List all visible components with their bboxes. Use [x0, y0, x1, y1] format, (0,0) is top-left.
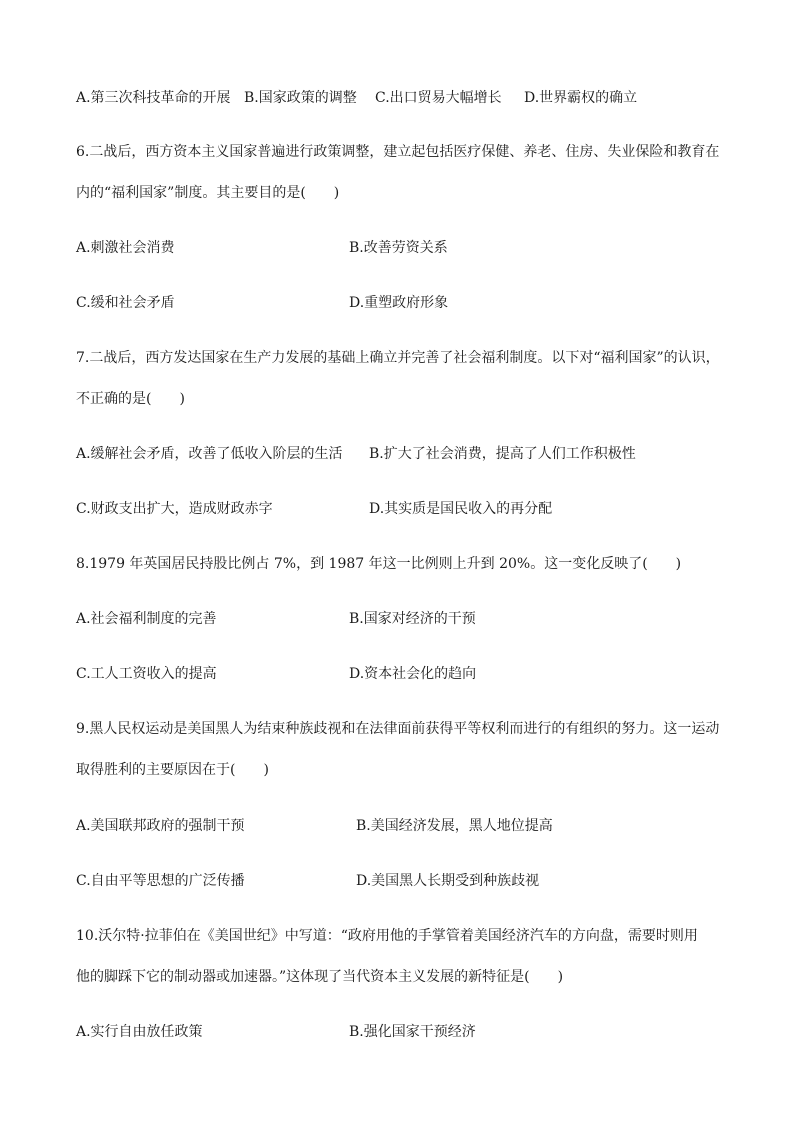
q6-stem-line-2: 内的“福利国家”制度。其主要目的是( ): [76, 185, 340, 201]
q6-option-b: B.改善劳资关系: [349, 240, 448, 256]
q8-stem-line-1: 8.1979 年英国居民持股比例占 7%，到 1987 年这一比例则上升到 20%。这一变化反映了( ): [76, 556, 682, 572]
q9-option-b: B.美国经济发展，黑人地位提高: [356, 818, 553, 834]
q7-stem-line-1: 7.二战后，西方发达国家在生产力发展的基础上确立并完善了社会福利制度。以下对“福利国家”的认识，: [76, 350, 720, 366]
q9-option-a: A.美国联邦政府的强制干预: [76, 818, 245, 834]
q8-option-d: D.资本社会化的趋向: [349, 666, 477, 682]
q5-option-c: C.出口贸易大幅增长: [375, 90, 502, 106]
q5-option-d: D.世界霸权的确立: [524, 90, 638, 106]
q6-option-c: C.缓和社会矛盾: [76, 295, 175, 311]
q10-option-b: B.强化国家干预经济: [349, 1024, 476, 1040]
q7-option-b: B.扩大了社会消费，提高了人们工作积极性: [369, 446, 636, 462]
q10-option-a: A.实行自由放任政策: [76, 1024, 203, 1040]
q7-option-a: A.缓解社会矛盾，改善了低收入阶层的生活: [76, 446, 343, 462]
q8-option-c: C.工人工资收入的提高: [76, 666, 217, 682]
q7-option-c: C.财政支出扩大，造成财政赤字: [76, 501, 273, 517]
q6-stem-line-1: 6.二战后，西方资本主义国家普遍进行政策调整，建立起包括医疗保健、养老、住房、失业保险和教育在: [76, 144, 720, 160]
q7-option-d: D.其实质是国民收入的再分配: [369, 501, 553, 517]
q7-stem-line-2: 不正确的是( ): [76, 391, 185, 407]
q9-option-d: D.美国黑人长期受到种族歧视: [356, 873, 540, 889]
q10-stem-line-2: 他的脚踩下它的制动器或加速器。”这体现了当代资本主义发展的新特征是( ): [76, 969, 564, 985]
q9-option-c: C.自由平等思想的广泛传播: [76, 873, 245, 889]
q5-option-a: A.第三次科技革命的开展: [76, 90, 231, 106]
q8-option-b: B.国家对经济的干预: [349, 611, 476, 627]
q9-stem-line-1: 9.黑人民权运动是美国黑人为结束种族歧视和在法律面前获得平等权利而进行的有组织的努力。这一运动: [76, 721, 720, 737]
q10-stem-line-1: 10.沃尔特·拉菲伯在《美国世纪》中写道：“政府用他的手掌管着美国经济汽车的方向盘，需要时则用: [76, 928, 698, 944]
q9-stem-line-2: 取得胜利的主要原因在于( ): [76, 762, 269, 778]
q8-option-a: A.社会福利制度的完善: [76, 611, 217, 627]
q6-option-a: A.刺激社会消费: [76, 240, 175, 256]
q5-option-b: B.国家政策的调整: [244, 90, 357, 106]
q6-option-d: D.重塑政府形象: [349, 295, 449, 311]
